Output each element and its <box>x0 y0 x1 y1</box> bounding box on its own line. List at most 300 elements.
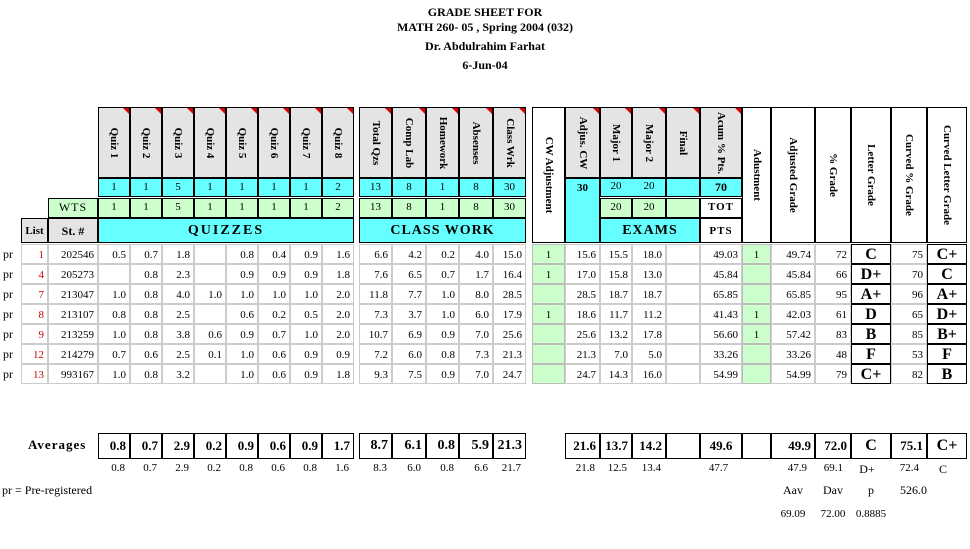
header-cw-adjustment-label: CW Adjustment <box>542 136 555 214</box>
student-number: 213259 <box>48 324 98 344</box>
quiz-score: 1.0 <box>98 364 130 384</box>
cw-adjustment <box>532 344 565 364</box>
pct-grade: 72 <box>815 244 851 264</box>
header-classwork-3-label: Homework <box>436 116 449 169</box>
header-classwork-3 <box>426 107 459 178</box>
comment-marker-icon <box>187 108 193 114</box>
max-adj-cw: 30 <box>565 178 600 243</box>
adjustment <box>742 364 771 384</box>
max-quiz-3: 5 <box>162 178 194 197</box>
avg-quiz-8: 1.7 <box>322 433 354 459</box>
pct-grade: 48 <box>815 344 851 364</box>
stat-value-n: 526.0 <box>900 483 927 497</box>
header-pct-grade <box>815 107 851 243</box>
sub-avg-exam-1: 21.8 <box>575 462 595 474</box>
header-exam-5-label: Acum % Pts. <box>715 111 727 174</box>
header-quiz-2-label: Quiz 2 <box>140 127 152 158</box>
pre-registered-flag: pr <box>3 347 13 361</box>
max-final <box>666 178 700 197</box>
wts-quiz-6: 1 <box>258 198 290 218</box>
student-number: 214279 <box>48 344 98 364</box>
sub-avg-classwork-4: 6.6 <box>474 462 488 474</box>
sub-avg-right-1: 47.9 <box>787 462 807 474</box>
letter-grade: D+ <box>851 264 891 284</box>
avg-quiz-5: 0.9 <box>226 433 258 459</box>
sheet-title: GRADE SHEET FOR <box>427 5 543 19</box>
quiz-score: 1.0 <box>98 284 130 304</box>
avg-exam-1: 21.6 <box>565 433 600 459</box>
letter-grade: A+ <box>851 284 891 304</box>
quiz-score: 0.9 <box>226 324 258 344</box>
classwork-score: 11.8 <box>359 284 392 304</box>
header-classwork-4 <box>459 107 493 178</box>
quiz-score: 2.0 <box>322 304 354 324</box>
header-quiz-5-label: Quiz 5 <box>236 127 248 158</box>
classwork-score: 6.0 <box>392 344 426 364</box>
quiz-score <box>194 244 226 264</box>
max-quiz-2: 1 <box>130 178 162 197</box>
quiz-score: 0.9 <box>290 264 322 284</box>
cw-adjustment <box>532 364 565 384</box>
comment-marker-icon <box>519 108 525 114</box>
student-number: 202546 <box>48 244 98 264</box>
quiz-score: 0.6 <box>130 344 162 364</box>
max-classwork-1: 13 <box>359 178 392 197</box>
header-exam-1-label: Adjus. CW <box>576 116 589 169</box>
header-adjusted-grade <box>771 107 815 243</box>
adjusted-cw: 15.6 <box>565 244 600 264</box>
quiz-score: 0.8 <box>130 364 162 384</box>
comment-marker-icon <box>625 108 631 114</box>
header-quiz-4-label: Quiz 4 <box>204 127 216 158</box>
header-curved-letter <box>927 107 967 243</box>
final-exam <box>666 244 700 264</box>
pct-grade: 95 <box>815 284 851 304</box>
header-classwork-1 <box>359 107 392 178</box>
curved-letter-grade: F <box>927 344 967 364</box>
sub-avg-quiz-8: 1.6 <box>335 462 349 474</box>
header-quiz-6-label: Quiz 6 <box>268 127 280 158</box>
major-1: 13.2 <box>600 324 632 344</box>
sub-avg-classwork-1: 8.3 <box>373 462 387 474</box>
letter-grade: F <box>851 344 891 364</box>
wts-quiz-8: 2 <box>322 198 354 218</box>
wts-classwork-4: 8 <box>459 198 493 218</box>
pct-grade: 61 <box>815 304 851 324</box>
classwork-score: 28.5 <box>493 284 526 304</box>
classwork-score: 15.0 <box>493 244 526 264</box>
quiz-score: 1.0 <box>226 364 258 384</box>
major-1: 15.5 <box>600 244 632 264</box>
wts-label: WTS <box>48 198 98 218</box>
major-2: 11.2 <box>632 304 666 324</box>
classwork-score: 7.0 <box>459 364 493 384</box>
pre-registered-flag: pr <box>3 327 13 341</box>
header-curved-letter-label: Curved Letter Grade <box>941 125 953 225</box>
comment-marker-icon <box>347 108 353 114</box>
list-number: 4 <box>21 264 48 284</box>
comment-marker-icon <box>123 108 129 114</box>
acum-pts: 54.99 <box>700 364 742 384</box>
adjustment: 1 <box>742 304 771 324</box>
adjusted-grade: 57.42 <box>771 324 815 344</box>
list-number: 13 <box>21 364 48 384</box>
adjustment <box>742 344 771 364</box>
classwork-score: 6.6 <box>359 244 392 264</box>
sub-avg-quiz-6: 0.6 <box>271 462 285 474</box>
classwork-score: 4.2 <box>392 244 426 264</box>
quiz-score: 1.0 <box>290 324 322 344</box>
classwork-score: 1.0 <box>426 304 459 324</box>
header-letter-grade <box>851 107 891 243</box>
exams-section-label: EXAMS <box>600 218 700 243</box>
quiz-score: 1.0 <box>194 284 226 304</box>
final-exam <box>666 304 700 324</box>
classwork-score: 10.7 <box>359 324 392 344</box>
pre-registered-flag: pr <box>3 367 13 381</box>
footnote: pr = Pre-registered <box>2 483 93 497</box>
sub-avg-quiz-3: 2.9 <box>175 462 189 474</box>
curved-letter-grade: A+ <box>927 284 967 304</box>
pre-registered-flag: pr <box>3 307 13 321</box>
adjusted-cw: 18.6 <box>565 304 600 324</box>
quiz-score: 0.6 <box>258 364 290 384</box>
comment-marker-icon <box>593 108 599 114</box>
quiz-score: 0.6 <box>226 304 258 324</box>
wts-quiz-5: 1 <box>226 198 258 218</box>
quiz-score: 0.8 <box>130 284 162 304</box>
quiz-score: 0.5 <box>290 304 322 324</box>
header-classwork-5-label: Class Wrk <box>503 117 516 168</box>
acum-pts: 56.60 <box>700 324 742 344</box>
comment-marker-icon <box>315 108 321 114</box>
classwork-score: 7.3 <box>459 344 493 364</box>
quiz-score: 3.2 <box>162 364 194 384</box>
sub-avg-exam-4 <box>666 462 695 476</box>
quiz-score: 1.0 <box>98 324 130 344</box>
adjustment: 1 <box>742 324 771 344</box>
quiz-score: 0.6 <box>194 324 226 344</box>
list-header: List <box>21 218 48 243</box>
classwork-score: 9.3 <box>359 364 392 384</box>
comment-marker-icon <box>251 108 257 114</box>
major-1: 7.0 <box>600 344 632 364</box>
quiz-score: 0.1 <box>194 344 226 364</box>
final-exam <box>666 284 700 304</box>
wts-quiz-1: 1 <box>98 198 130 218</box>
avg-quiz-2: 0.7 <box>130 433 162 459</box>
quiz-score: 0.9 <box>226 264 258 284</box>
classwork-score: 24.7 <box>493 364 526 384</box>
quiz-score: 1.0 <box>258 284 290 304</box>
comment-marker-icon <box>419 108 425 114</box>
sub-avg-right-3: D+ <box>859 462 875 476</box>
list-number: 8 <box>21 304 48 324</box>
header-classwork-1-label: Total Qzs <box>369 120 382 165</box>
quiz-score: 0.8 <box>130 304 162 324</box>
classwork-score: 8.0 <box>459 284 493 304</box>
header-quiz-7-label: Quiz 7 <box>300 127 312 158</box>
avg-right-5: C+ <box>927 433 967 459</box>
header-curved-pct <box>891 107 927 243</box>
avg-right-4: 75.1 <box>891 433 927 459</box>
adjusted-grade: 33.26 <box>771 344 815 364</box>
curved-letter-grade: B+ <box>927 324 967 344</box>
header-classwork-5 <box>493 107 526 178</box>
header-exam-1 <box>565 107 600 178</box>
student-number: 993167 <box>48 364 98 384</box>
avg-right-2: 72.0 <box>815 433 851 459</box>
max-quiz-4: 1 <box>194 178 226 197</box>
wts-final <box>666 198 700 218</box>
letter-grade: C+ <box>851 364 891 384</box>
wts-classwork-2: 8 <box>392 198 426 218</box>
quiz-score: 1.0 <box>226 284 258 304</box>
final-exam <box>666 344 700 364</box>
adjusted-cw: 21.3 <box>565 344 600 364</box>
header-quiz-8 <box>322 107 354 178</box>
max-quiz-1: 1 <box>98 178 130 197</box>
quiz-score <box>98 264 130 284</box>
adjusted-cw: 24.7 <box>565 364 600 384</box>
quiz-score: 0.9 <box>290 244 322 264</box>
classwork-score: 0.7 <box>426 264 459 284</box>
adjusted-grade: 42.03 <box>771 304 815 324</box>
classwork-score: 7.3 <box>359 304 392 324</box>
header-letter-grade-label: Letter Grade <box>865 144 877 206</box>
major-2: 18.7 <box>632 284 666 304</box>
wts-classwork-5: 30 <box>493 198 526 218</box>
max-major-1: 20 <box>610 180 622 192</box>
quiz-score: 2.0 <box>322 324 354 344</box>
quiz-score: 1.8 <box>322 264 354 284</box>
wts-major-1: 20 <box>600 198 632 218</box>
sub-avg-classwork-2: 6.0 <box>407 462 421 474</box>
max-major-2: 20 <box>643 180 655 192</box>
sheet-date: 6-Jun-04 <box>462 58 508 72</box>
header-quiz-1 <box>98 107 130 178</box>
classwork-score: 0.2 <box>426 244 459 264</box>
pre-registered-flag: pr <box>3 287 13 301</box>
classwork-score: 3.7 <box>392 304 426 324</box>
adjustment: 1 <box>742 244 771 264</box>
header-quiz-7 <box>290 107 322 178</box>
quiz-score: 0.9 <box>322 344 354 364</box>
header-curved-pct-label: Curved % Grade <box>903 134 915 216</box>
cw-adjustment: 1 <box>532 244 565 264</box>
letter-grade: D <box>851 304 891 324</box>
comment-marker-icon <box>486 108 492 114</box>
header-exam-4-label: Final <box>677 130 689 155</box>
curved-pct-grade: 82 <box>891 364 927 384</box>
student-number: 213047 <box>48 284 98 304</box>
quiz-score: 0.7 <box>258 324 290 344</box>
final-exam <box>666 324 700 344</box>
instructor-name: Dr. Abdulrahim Farhat <box>425 39 545 53</box>
classwork-score: 7.2 <box>359 344 392 364</box>
classwork-score: 1.7 <box>459 264 493 284</box>
sub-avg-exam-3: 13.4 <box>641 462 661 474</box>
pct-grade: 66 <box>815 264 851 284</box>
header-quiz-4 <box>194 107 226 178</box>
avg-adjustment-empty <box>742 433 771 459</box>
curved-letter-grade: B <box>927 364 967 384</box>
wts-quiz-4: 1 <box>194 198 226 218</box>
wts-major-2: 20 <box>632 198 666 218</box>
quiz-score: 0.2 <box>258 304 290 324</box>
quiz-score: 3.8 <box>162 324 194 344</box>
sub-avg-quiz-5: 0.8 <box>239 462 253 474</box>
wts-quiz-3: 5 <box>162 198 194 218</box>
quiz-score: 0.6 <box>258 344 290 364</box>
avg-quiz-7: 0.9 <box>290 433 322 459</box>
stat-label-dav: Dav <box>823 483 843 497</box>
max-quiz-5: 1 <box>226 178 258 197</box>
comment-marker-icon <box>283 108 289 114</box>
sub-avg-right-2: 69.1 <box>823 462 843 474</box>
adjusted-grade: 65.85 <box>771 284 815 304</box>
quiz-score: 0.7 <box>98 344 130 364</box>
avg-quiz-6: 0.6 <box>258 433 290 459</box>
comment-marker-icon <box>735 108 741 114</box>
cw-adjustment: 1 <box>532 304 565 324</box>
classwork-score: 7.6 <box>359 264 392 284</box>
header-quiz-8-label: Quiz 8 <box>332 127 344 158</box>
sub-avg-classwork-3: 0.8 <box>440 462 454 474</box>
classwork-score: 0.9 <box>426 324 459 344</box>
quiz-score <box>194 264 226 284</box>
pre-registered-flag: pr <box>3 247 13 261</box>
letter-grade: B <box>851 324 891 344</box>
sub-avg-exam-2: 12.5 <box>607 462 627 474</box>
adjusted-cw: 25.6 <box>565 324 600 344</box>
major-1: 18.7 <box>600 284 632 304</box>
curved-letter-grade: C+ <box>927 244 967 264</box>
quiz-score: 0.8 <box>98 304 130 324</box>
curved-pct-grade: 65 <box>891 304 927 324</box>
max-quiz-6: 1 <box>258 178 290 197</box>
major-2: 13.0 <box>632 264 666 284</box>
max-acum: 70 <box>700 178 742 197</box>
header-pct-grade-label: % Grade <box>827 153 839 197</box>
quiz-score: 1.6 <box>322 244 354 264</box>
acum-pts: 33.26 <box>700 344 742 364</box>
quiz-score: 1.0 <box>226 344 258 364</box>
quiz-score: 2.5 <box>162 304 194 324</box>
quiz-score: 4.0 <box>162 284 194 304</box>
header-adjustment-label: Adustment <box>750 149 763 201</box>
student-number: 205273 <box>48 264 98 284</box>
stat-value-dav: 72.00 <box>820 508 846 520</box>
major-1: 11.7 <box>600 304 632 324</box>
avg-exam-3: 14.2 <box>632 433 666 459</box>
pct-grade: 79 <box>815 364 851 384</box>
quiz-score: 1.0 <box>290 284 322 304</box>
list-number: 9 <box>21 324 48 344</box>
header-exam-2 <box>600 107 632 178</box>
adjusted-cw: 28.5 <box>565 284 600 304</box>
list-number: 7 <box>21 284 48 304</box>
wts-quiz-7: 1 <box>290 198 322 218</box>
comment-marker-icon <box>219 108 225 114</box>
avg-exam-4 <box>666 433 700 459</box>
sub-avg-right-5: C <box>938 462 947 476</box>
header-quiz-6 <box>258 107 290 178</box>
avg-quiz-3: 2.9 <box>162 433 194 459</box>
quiz-score: 0.8 <box>130 324 162 344</box>
sub-avg-quiz-7: 0.8 <box>303 462 317 474</box>
avg-quiz-4: 0.2 <box>194 433 226 459</box>
curved-pct-grade: 53 <box>891 344 927 364</box>
quiz-score: 0.7 <box>130 244 162 264</box>
cw-adjustment <box>532 284 565 304</box>
stat-label-aav: Aav <box>783 483 803 497</box>
pct-grade: 83 <box>815 324 851 344</box>
student-number-header: St. # <box>48 218 98 243</box>
header-classwork-2-label: Comp Lab <box>403 117 415 168</box>
classwork-score: 6.0 <box>459 304 493 324</box>
classwork-score: 7.5 <box>392 364 426 384</box>
curved-pct-grade: 75 <box>891 244 927 264</box>
letter-grade: C <box>851 244 891 264</box>
avg-quiz-1: 0.8 <box>98 433 130 459</box>
header-quiz-3 <box>162 107 194 178</box>
final-exam <box>666 364 700 384</box>
header-exam-3-label: Major 2 <box>643 123 655 162</box>
curved-pct-grade: 85 <box>891 324 927 344</box>
curved-pct-grade: 70 <box>891 264 927 284</box>
header-adjustment <box>742 107 771 243</box>
header-exam-2-label: Major 1 <box>610 123 622 162</box>
major-2: 5.0 <box>632 344 666 364</box>
pre-registered-flag: pr <box>3 267 13 281</box>
curved-letter-grade: D+ <box>927 304 967 324</box>
student-number: 213107 <box>48 304 98 324</box>
wts-tot: TOT <box>700 198 742 218</box>
quiz-score: 0.8 <box>226 244 258 264</box>
cw-adjustment: 1 <box>532 264 565 284</box>
comment-marker-icon <box>693 108 699 114</box>
quiz-score: 0.9 <box>258 264 290 284</box>
adjusted-grade: 49.74 <box>771 244 815 264</box>
header-classwork-4-label: Absenses <box>470 121 482 164</box>
header-exam-4 <box>666 107 700 178</box>
header-classwork-2 <box>392 107 426 178</box>
header-quiz-2 <box>130 107 162 178</box>
quiz-score <box>194 364 226 384</box>
adjusted-grade: 45.84 <box>771 264 815 284</box>
major-2: 18.0 <box>632 244 666 264</box>
quizzes-section-label: QUIZZES <box>98 218 354 243</box>
wts-classwork-1: 13 <box>359 198 392 218</box>
final-exam <box>666 264 700 284</box>
classwork-score: 17.9 <box>493 304 526 324</box>
acum-pts: 45.84 <box>700 264 742 284</box>
max-classwork-4: 8 <box>459 178 493 197</box>
classwork-score: 16.4 <box>493 264 526 284</box>
acum-pts: 65.85 <box>700 284 742 304</box>
sub-avg-quiz-1: 0.8 <box>111 462 125 474</box>
major-1: 14.3 <box>600 364 632 384</box>
major-2: 17.8 <box>632 324 666 344</box>
curved-pct-grade: 96 <box>891 284 927 304</box>
acum-pts: 49.03 <box>700 244 742 264</box>
wts-classwork-3: 1 <box>426 198 459 218</box>
classwork-score: 4.0 <box>459 244 493 264</box>
list-number: 12 <box>21 344 48 364</box>
avg-right-1: 49.9 <box>771 433 815 459</box>
comment-marker-icon <box>452 108 458 114</box>
